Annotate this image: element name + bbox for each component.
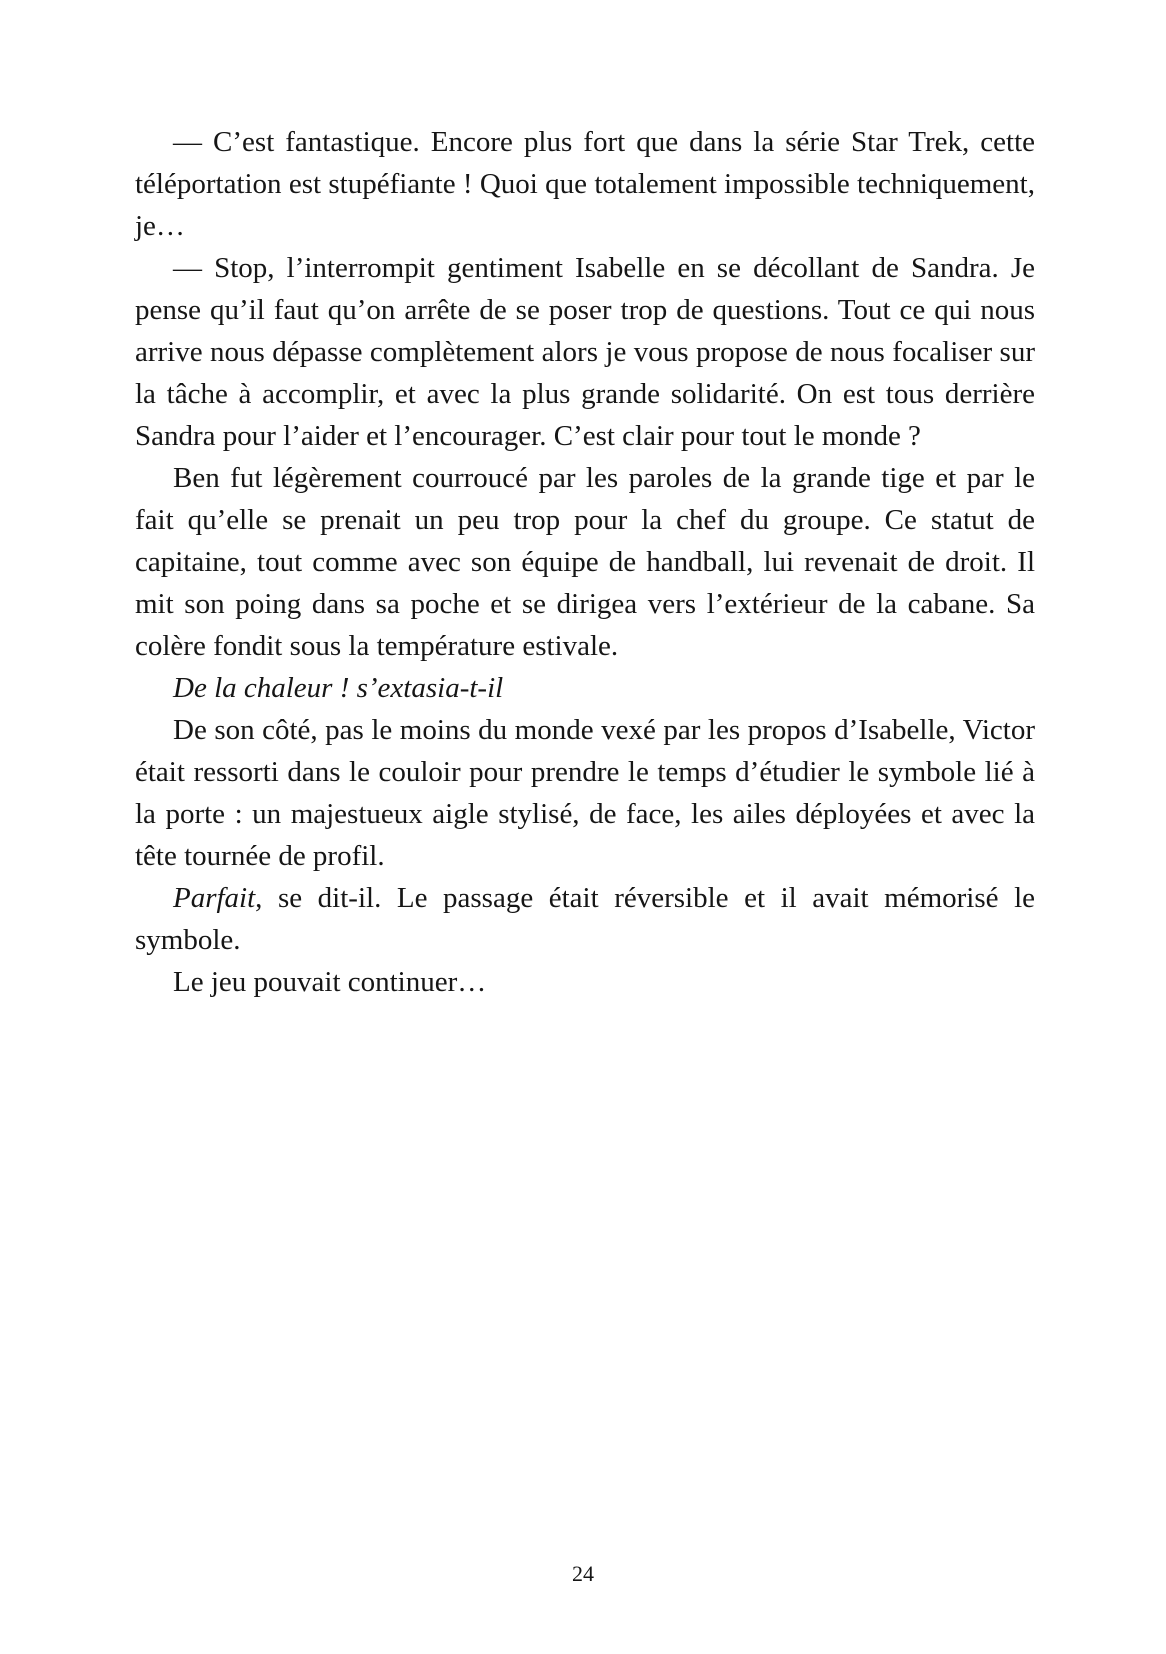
paragraph-ending: Le jeu pouvait continuer… — [173, 966, 487, 998]
paragraph-dialogue-isabelle: — Stop, l’interrompit gentiment Isabelle en se décollant de Sandra. Je pense qu’il faut qu’on arrête de se poser trop de questions. Tout ce qui nous arrive nous dépasse complètement alors je vous propose de nous focaliser sur la tâche à accomplir, et avec la plus grande solidarité. On est tous derrière Sandra pour l’aider et l’encourager. C’est clair pour tout le monde ? — [135, 252, 1035, 452]
paragraph-ben: Ben fut légèrement courroucé par les paroles de la grande tige et par le fait qu’elle se prenait un peu trop pour la chef du groupe. Ce statut de capitaine, tout comme avec son équipe de handball, lui revenait de droit. Il mit son poing dans sa poche et se dirigea vers l’extérieur de la cabane. Sa colère fondit sous la température estivale. — [135, 462, 1035, 662]
page-number: 24 — [572, 1561, 594, 1586]
paragraph-victor-thought — [135, 877, 1035, 961]
page-body — [135, 121, 1035, 1003]
paragraph-victor-symbol: De son côté, pas le moins du monde vexé par les propos d’Isabelle, Victor était ressorti dans le couloir pour prendre le temps d’étudier le symbole lié à la porte : un majestueux aigle stylisé, de face, les ailes déployées et avec la tête tournée de profil. — [135, 714, 1035, 872]
paragraph-ben-thought: De la chaleur ! s’extasia-t-il — [173, 672, 504, 704]
paragraph-victor-thought-rest: , se dit-il. Le passage était réversible et il avait mémorisé le symbole. — [135, 882, 1035, 956]
paragraph-dialogue-victor: — C’est fantastique. Encore plus fort que dans la série Star Trek, cette téléportation est stupéfiante ! Quoi que totalement impossible techniquement, je… — [135, 126, 1035, 242]
paragraph-victor-thought-italic: Parfait — [173, 882, 256, 914]
